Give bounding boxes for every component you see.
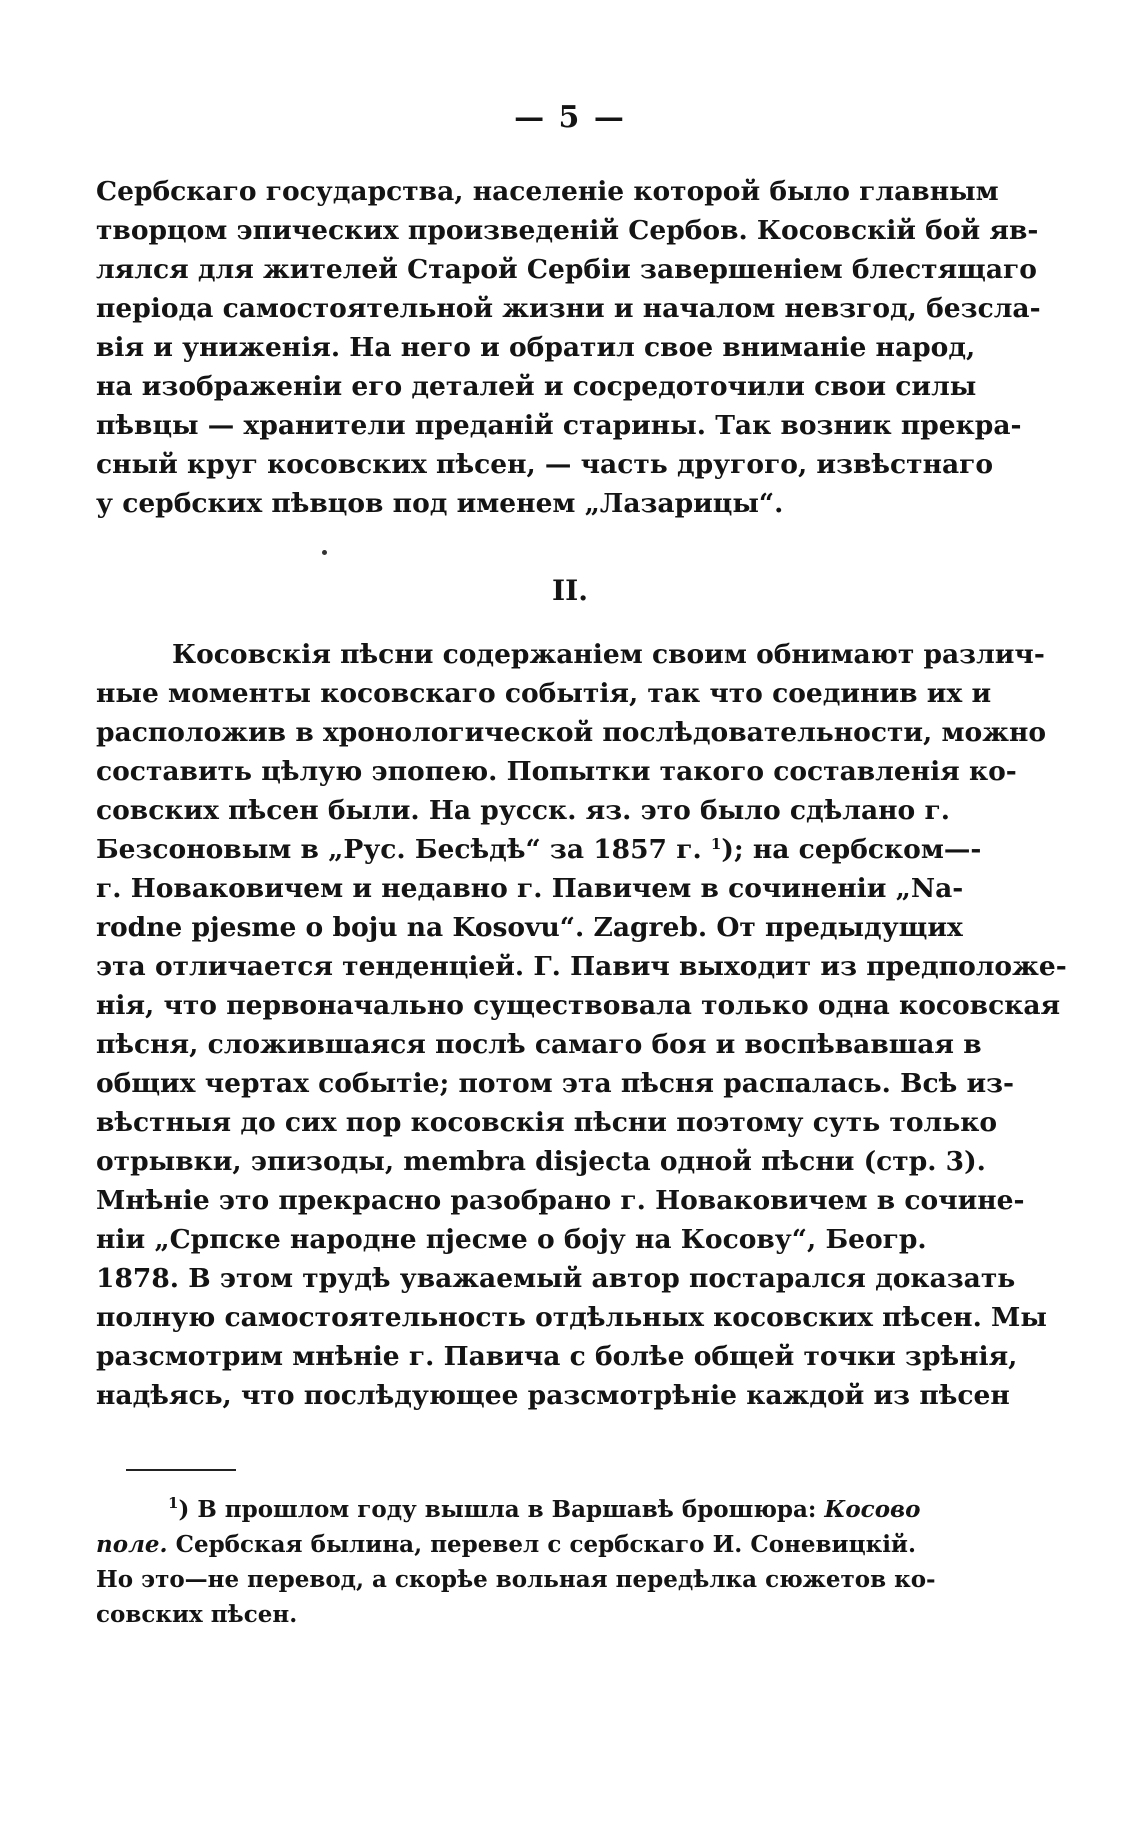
text-segment: Сербская былина, перевел с сербскаго И. Соневицкій. [167, 1531, 916, 1558]
text-line: надѣясь, что послѣдующее разсмотрѣніе каждой из пѣсен [96, 1380, 1010, 1411]
text-line: ные моменты косовскаго событія, так что соединив их и [96, 678, 992, 709]
text-line: сный круг косовских пѣсен, — часть другого, извѣстнаго [96, 449, 994, 480]
footnote-line: совских пѣсен. [96, 1601, 298, 1628]
text-line: расположив в хронологической послѣдовательности, можно [96, 717, 1047, 748]
text-line: ніи „Српске народне пјесме о боју на Косову“, Беогр. [96, 1224, 927, 1255]
text-line: Сербскаго государства, населеніе которой было главным [96, 176, 999, 207]
text-line-with-footnote [96, 830, 982, 869]
footnote [96, 1492, 936, 1632]
text-line: разсмотрим мнѣніе г. Павича с болѣе общей точки зрѣнія, [96, 1341, 1018, 1372]
text-line: Мнѣніе это прекрасно разобрано г. Новаковичем в сочине- [96, 1185, 1025, 1216]
footnote-line [96, 1527, 916, 1562]
text-line: 1878. В этом трудѣ уважаемый автор постарался доказать [96, 1263, 1016, 1294]
print-speck [322, 550, 327, 555]
text-line: составить цѣлую эпопею. Попытки такого составленія ко- [96, 756, 1017, 787]
text-line: полную самостоятельность отдѣльных косовских пѣсен. Мы [96, 1302, 1047, 1333]
text-line: нія, что первоначально существовала только одна косовская [96, 990, 1061, 1021]
text-line: Косовскія пѣсни содержаніем своим обнимают различ- [172, 639, 1045, 670]
text-line: г. Новаковичем и недавно г. Павичем в сочиненіи „Na- [96, 873, 964, 904]
text-line: на изображеніи его деталей и сосредоточили свои силы [96, 371, 977, 402]
paragraph-1 [96, 172, 1041, 523]
text-segment: ) В прошлом году вышла в Варшавѣ брошюра: [178, 1496, 825, 1523]
text-line: общих чертах событіе; потом эта пѣсня распалась. Всѣ из- [96, 1068, 1015, 1099]
text-line: пѣвцы — хранители преданій старины. Так возник прекра- [96, 410, 1022, 441]
text-line: лялся для жителей Старой Сербіи завершеніем блестящаго [96, 254, 1037, 285]
text-segment: Безсоновым в „Рус. Бесѣдѣ“ за 1857 г. [96, 834, 702, 865]
footnote-reference: 1 [710, 835, 722, 853]
footnote-marker: 1 [168, 1494, 179, 1512]
text-line: отрывки, эпизоды, membra disjecta одной пѣсни (стр. 3). [96, 1146, 986, 1177]
footnote-line: Но это—не перевод, а скорѣе вольная передѣлка сюжетов ко- [96, 1566, 936, 1593]
footnote-divider [126, 1469, 236, 1471]
text-line: у сербских пѣвцов под именем „Лазарицы“. [96, 488, 784, 519]
italic-title: Косово [824, 1496, 921, 1523]
text-line: вѣстныя до сих пор косовскія пѣсни поэтому суть только [96, 1107, 998, 1138]
text-line: пѣсня, сложившаяся послѣ самаго боя и воспѣвавшая в [96, 1029, 982, 1060]
page-number: — 5 — [514, 100, 626, 135]
text-segment: ); на сербском—- [721, 834, 982, 865]
footnote-line [96, 1492, 921, 1527]
paragraph-2 [96, 635, 1067, 1415]
italic-title: поле. [96, 1531, 168, 1558]
section-heading: II. [552, 574, 588, 607]
text-line: эта отличается тенденціей. Г. Павич выходит из предположе- [96, 951, 1067, 982]
text-line: вія и униженія. На него и обратил свое вниманіе народ, [96, 332, 976, 363]
text-line: rodne pjesme o boju na Kosovu“. Zagreb. От предыдущих [96, 912, 963, 943]
text-line: періода самостоятельной жизни и началом невзгод, безсла- [96, 293, 1041, 324]
text-line: совских пѣсен были. На русск. яз. это было сдѣлано г. [96, 795, 950, 826]
text-line: творцом эпических произведеній Сербов. Косовскій бой яв- [96, 215, 1039, 246]
